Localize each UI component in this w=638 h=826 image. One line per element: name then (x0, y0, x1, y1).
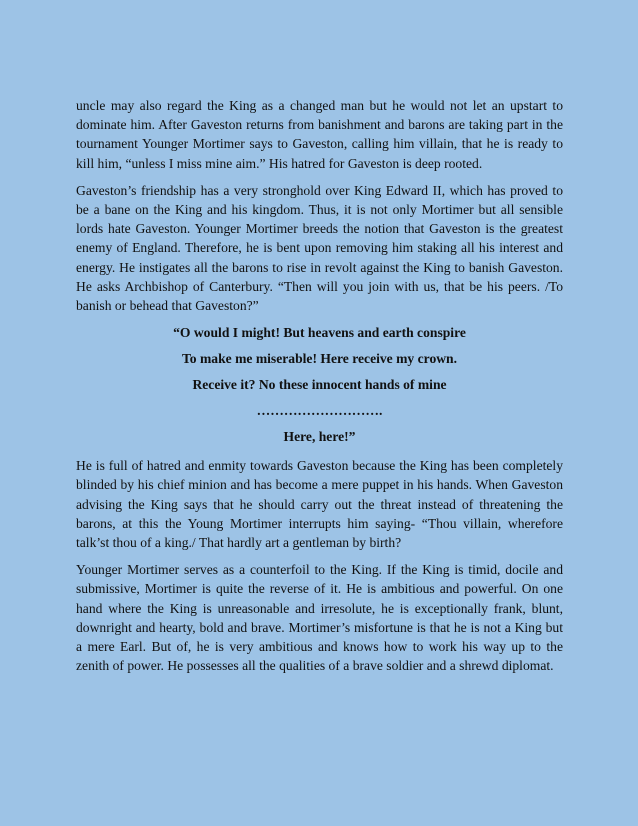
paragraph-3: He is full of hatred and enmity towards Gaveston because the King has been completely blinded by his chief minion and has become a mere puppet in his hands. When Gaveston advising the King says that he should carry out the threat instead of threatening the barons, at this the Young Mortimer interrupts him saying- “Thou villain, wherefore talk’st thou of a king./ That hardly art a gentleman by birth? (76, 458, 563, 551)
paragraph-2: Gaveston’s friendship has a very stronghold over King Edward II, which has proved to be a bane on the King and his kingdom. Thus, it is not only Mortimer but all sensible lords hate Gaveston. Younger Mortimer breeds the notion that Gaveston is the greatest enemy of England. Therefore, he is bent upon removing him staking all his interest and energy. He instigates all the barons to rise in revolt against the King to banish Gaveston. He asks Archbishop of Canterbury. “Then will you join with us, that be his peers. /To banish or behead that Gaveston?” (76, 182, 563, 314)
document-body (76, 96, 563, 683)
paragraph-4: Younger Mortimer serves as a counterfoil to the King. If the King is timid, docile and submissive, Mortimer is quite the reverse of it. He is ambitious and powerful. On one hand where the King is unreasonable and irresolute, he is exceptionally frank, blunt, downright and hearty, bold and brave. Mortimer’s misfortune is that he is not a King but a mere Earl. But of, he is very ambitious and knows how to work his way up to the zenith of power. He possesses all the qualities of a brave soldier and a shrewd diplomat. (76, 562, 563, 674)
verse-line-1: “O would I might! But heavens and earth conspire (173, 325, 466, 341)
verse-line-3: Receive it? No these innocent hands of mine (192, 377, 447, 393)
verse-line-2: To make me miserable! Here receive my crown. (181, 351, 458, 367)
verse-line-4: Here, here!” (283, 429, 356, 445)
paragraph-1: uncle may also regard the King as a changed man but he would not let an upstart to dominate him. After Gaveston returns from banishment and barons are taking part in the tournament Younger Mortimer says to Gaveston, calling him villain, that he is ready to kill him, “unless I miss mine aim.” His hatred for Gaveston is deep rooted. (76, 98, 563, 171)
verse-quotation (76, 323, 563, 446)
verse-ellipsis: ………………………. (256, 403, 383, 419)
